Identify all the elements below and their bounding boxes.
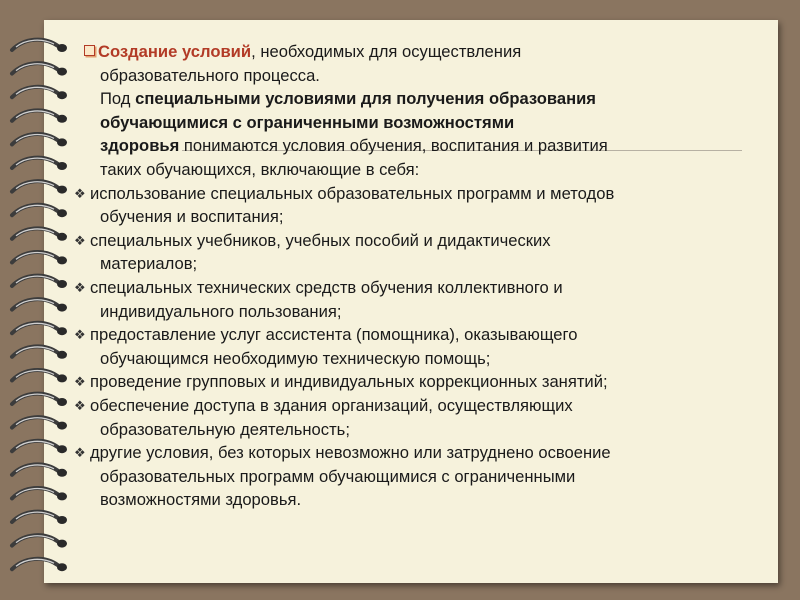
spiral-ring-icon [12, 417, 67, 429]
condition-list [74, 182, 764, 512]
list-item-continuation [84, 252, 764, 276]
diamond-bullet-icon: ❖ [74, 185, 86, 201]
list-item-text: специальных учебников, учебных пособий и дидактических [90, 230, 551, 250]
list-item-continuation [84, 205, 764, 229]
spiral-ring-icon [12, 370, 67, 382]
intro-bold-text: здоровья [100, 136, 180, 156]
list-item-text: использование специальных образовательных программ и методов [90, 183, 615, 203]
list-item-text: образовательную деятельность; [100, 419, 350, 439]
list-item-text: специальных технических средств обучения коллективного и [90, 277, 563, 297]
list-item-text: предоставление услуг ассистента (помощника), оказывающего [90, 325, 578, 345]
square-checkbox-icon [84, 45, 95, 56]
list-item-text: возможностями здоровья. [100, 490, 302, 510]
spiral-ring-icon [12, 110, 67, 122]
spiral-ring-icon [12, 276, 67, 288]
spiral-ring-icon [12, 535, 67, 547]
list-item-text: образовательных программ обучающимися с ограниченными [100, 466, 576, 486]
spiral-ring-icon [12, 181, 67, 193]
intro-bold-line: обучающимися с ограниченными возможностями [100, 112, 515, 132]
title-line [84, 40, 764, 64]
spiral-ring-icon [12, 441, 67, 453]
diamond-bullet-icon: ❖ [74, 327, 86, 343]
spiral-binding [0, 0, 90, 600]
spiral-ring-icon [12, 394, 67, 406]
list-item [74, 182, 764, 206]
list-item-text: индивидуального пользования; [100, 301, 342, 321]
list-item-text: материалов; [100, 254, 198, 274]
intro-bold-text: специальными условиями для получения образования [135, 89, 596, 109]
spiral-ring-icon [12, 134, 67, 146]
spiral-ring-icon [12, 323, 67, 335]
intro-line: образовательного процесса. [100, 65, 320, 85]
slide-title: Создание условий [98, 42, 252, 61]
spiral-ring-icon [12, 228, 67, 240]
list-item-text: обеспечение доступа в здания организаций, осуществляющих [90, 395, 573, 415]
list-item-text: обучающимся необходимую техническую помощь; [100, 348, 491, 368]
list-item [74, 276, 764, 300]
diamond-bullet-icon: ❖ [74, 374, 86, 390]
diamond-bullet-icon: ❖ [74, 445, 86, 461]
list-item [74, 441, 764, 465]
spiral-ring-icon [12, 40, 67, 52]
title-rest: , необходимых для осуществления [251, 42, 522, 61]
list-item [74, 394, 764, 418]
list-item-text: проведение групповых и индивидуальных коррекционных занятий; [90, 372, 608, 392]
list-item [74, 370, 764, 394]
spiral-ring-icon [12, 346, 67, 358]
list-item-continuation [84, 488, 764, 512]
spiral-ring-icon [12, 559, 67, 571]
intro-line [84, 134, 764, 158]
diamond-bullet-icon: ❖ [74, 279, 86, 295]
intro-line [84, 87, 764, 111]
spiral-ring-icon [12, 158, 67, 170]
spiral-ring-icon [12, 87, 67, 99]
list-item-continuation [84, 418, 764, 442]
intro-text: Под [100, 89, 136, 109]
spiral-ring-icon [12, 252, 67, 264]
list-item [74, 229, 764, 253]
list-item-text: обучения и воспитания; [100, 207, 284, 227]
spiral-ring-icon [12, 512, 67, 524]
spiral-ring-icon [12, 299, 67, 311]
slide-content [74, 40, 764, 512]
spiral-ring-icon [12, 205, 67, 217]
list-item-continuation [84, 347, 764, 371]
spiral-ring-icon [12, 63, 67, 75]
list-item [74, 323, 764, 347]
spiral-ring-icon [12, 488, 67, 500]
intro-text: понимаются условия обучения, воспитания и развития [179, 136, 608, 156]
list-item-continuation [84, 300, 764, 324]
intro-line: таких обучающихся, включающие в себя: [100, 159, 420, 179]
spiral-ring-icon [12, 464, 67, 476]
diamond-bullet-icon: ❖ [74, 397, 86, 413]
list-item-continuation [84, 465, 764, 489]
diamond-bullet-icon: ❖ [74, 232, 86, 248]
list-item-text: другие условия, без которых невозможно или затруднено освоение [90, 443, 611, 463]
